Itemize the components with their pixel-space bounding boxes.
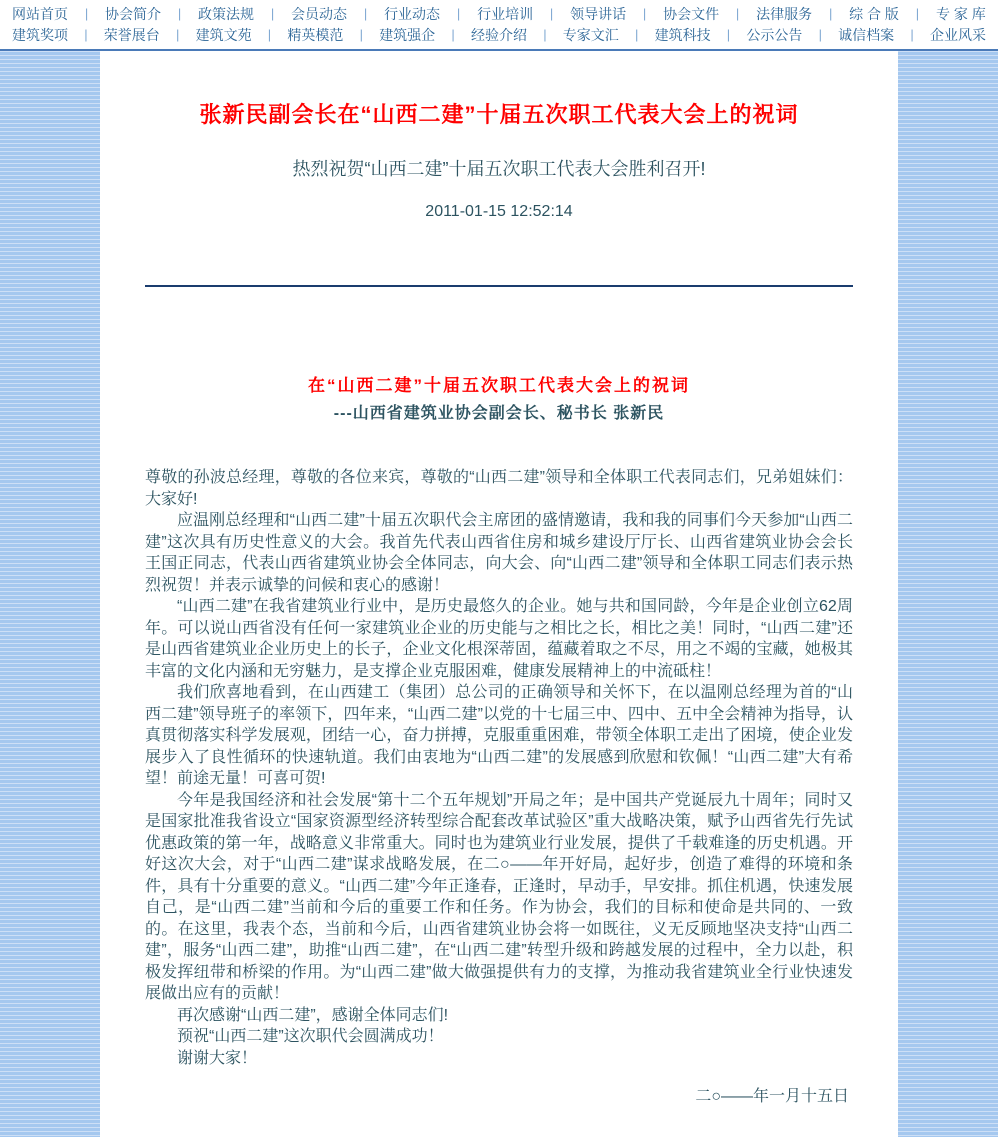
nav-link-row2-10[interactable]: 诚信档案	[838, 26, 895, 43]
nav-separator: |	[84, 27, 88, 42]
nav-link-row1-2[interactable]: 协会简介	[105, 5, 162, 22]
nav-separator: |	[177, 6, 182, 21]
nav-separator: |	[456, 6, 461, 21]
nav-link-row1-7[interactable]: 领导讲话	[570, 5, 627, 22]
nav-link-row2-4[interactable]: 精英模范	[287, 26, 344, 43]
nav-separator: |	[726, 27, 731, 42]
nav-row-1	[12, 3, 986, 24]
article-author-line: ---山西省建筑业协会副会长、秘书长 张新民	[333, 405, 665, 422]
article-paragraph: 应温刚总经理和“山西二建”十届五次职代会主席团的盛情邀请，我和我的同事们今天参加“山西二建”这次具有历史性意义的大会。我首先代表山西省住房和城乡建设厅厅长、山西省建筑业协会会长王国正同志，代表山西省建筑业协会全体同志，向大会、向“山西二建”领导和全体职工同志们表示热烈祝贺！并表示诚挚的问候和衷心的感谢！	[145, 512, 853, 594]
nav-separator: |	[267, 27, 272, 42]
nav-link-row2-2[interactable]: 荣誉展台	[103, 26, 160, 43]
main-area	[0, 51, 998, 1137]
divider-line	[145, 285, 853, 287]
nav-link-row2-11[interactable]: 企业风采	[929, 26, 986, 43]
nav-separator: |	[915, 6, 920, 21]
nav-link-row1-11[interactable]: 专 家 库	[935, 5, 986, 22]
nav-link-row1-5[interactable]: 行业动态	[384, 5, 441, 22]
nav-separator: |	[176, 27, 180, 42]
nav-link-row2-5[interactable]: 建筑强企	[379, 26, 436, 43]
right-stripe-decoration	[898, 51, 998, 1137]
nav-link-row2-9[interactable]: 公示公告	[746, 26, 803, 43]
article-paragraph: 我们欣喜地看到，在山西建工（集团）总公司的正确领导和关怀下，在以温刚总经理为首的“山西二建”领导班子的率领下，四年来，“山西二建”以党的十七届三中、四中、五中全会精神为指导，认真贯彻落实科学发展观，团结一心，奋力拼搏，克服重重困难，带领全体职工走出了困境，使企业发展步入了良性循环的快速轨道。我们由衷地为“山西二建”的发展感到欣慰和钦佩！“山西二建”大有希望！前途无量！可喜可贺!	[145, 684, 853, 787]
article-paragraph: 尊敬的孙波总经理，尊敬的各位来宾，尊敬的“山西二建”领导和全体职工代表同志们，兄弟姐妹们：大家好!	[145, 469, 853, 508]
nav-link-row2-7[interactable]: 专家文汇	[562, 26, 619, 43]
nav-link-row2-6[interactable]: 经验介绍	[470, 26, 527, 43]
article-title: 张新民副会长在“山西二建”十届五次职工代表大会上的祝词	[199, 102, 799, 127]
article-subheading: 在“山西二建”十届五次职工代表大会上的祝词	[308, 376, 690, 395]
nav-link-row1-10[interactable]: 综 合 版	[849, 5, 899, 22]
nav-separator: |	[84, 6, 89, 21]
article-datetime: 2011-01-15 12:52:14	[425, 203, 573, 220]
nav-link-row1-9[interactable]: 法律服务	[756, 5, 813, 22]
nav-link-row1-1[interactable]: 网站首页	[12, 5, 68, 22]
nav-separator: |	[634, 27, 639, 42]
article-paragraph: 预祝“山西二建”这次职代会圆满成功！	[177, 1028, 444, 1045]
article-subtitle: 热烈祝贺“山西二建”十届五次职工代表大会胜利召开!	[292, 159, 706, 179]
nav-separator: |	[359, 27, 363, 42]
nav-separator: |	[270, 6, 275, 21]
article-content	[100, 51, 898, 1137]
nav-separator: |	[735, 6, 740, 21]
article-paragraph: 今年是我国经济和社会发展“第十二个五年规划”开局之年；是中国共产党诞辰九十周年；同时又是国家批准我省设立“国家资源型经济转型综合配套改革试验区”重大战略决策，赋予山西省先行先试优惠政策的第一年，战略意义非常重大。同时也为建筑业行业发展，提供了千载难逢的历史机遇。开好这次大会，对于“山西二建”谋求战略发展，在二○——年开好局，起好步，创造了难得的环境和条件，具有十分重要的意义。“山西二建”今年正逢春，正逢时，早动手，早安排。抓住机遇，快速发展自己，是“山西二建”当前和今后的重要工作和任务。作为协会，我们的目标和使命是共同的、一致的。在这里，我表个态，当前和今后，山西省建筑业协会将一如既往，义无反顾地坚决支持“山西二建”，服务“山西二建”，助推“山西二建”，在“山西二建”转型升级和跨越发展的过程中，全力以赴，积极发挥纽带和桥梁的作用。为“山西二建”做大做强提供有力的支撑，为推动我省建筑业全行业快速发展做出应有的贡献！	[145, 791, 853, 1002]
nav-link-row2-8[interactable]: 建筑科技	[654, 26, 711, 43]
sign-date: 二○——年一月十五日	[695, 1088, 849, 1105]
nav-separator: |	[642, 6, 647, 21]
left-stripe-decoration	[0, 51, 100, 1137]
nav-link-row2-1[interactable]: 建筑奖项	[12, 26, 68, 43]
nav-separator: |	[818, 27, 822, 42]
article-body	[145, 467, 853, 1069]
top-nav	[0, 0, 998, 51]
nav-link-row1-6[interactable]: 行业培训	[477, 5, 534, 22]
nav-link-row1-8[interactable]: 协会文件	[663, 5, 720, 22]
nav-row-2	[12, 24, 986, 45]
nav-separator: |	[549, 6, 554, 21]
nav-separator: |	[363, 6, 368, 21]
nav-link-row1-3[interactable]: 政策法规	[198, 5, 255, 22]
nav-link-row2-3[interactable]: 建筑文苑	[195, 26, 252, 43]
nav-separator: |	[910, 27, 914, 42]
article-paragraph: 再次感谢“山西二建”，感谢全体同志们!	[177, 1006, 449, 1024]
nav-link-row1-4[interactable]: 会员动态	[291, 5, 348, 22]
article-paragraph: 谢谢大家！	[177, 1049, 258, 1067]
nav-separator: |	[451, 27, 455, 42]
nav-separator: |	[828, 6, 833, 21]
nav-separator: |	[543, 27, 547, 42]
article-paragraph: “山西二建”在我省建筑业行业中，是历史最悠久的企业。她与共和国同龄，今年是企业创立62周年。可以说山西省没有任何一家建筑业企业的历史能与之相比之长，相比之美！同时，“山西二建”还是山西省建筑业企业历史上的长子，企业文化根深蒂固，蕴藏着取之不尽，用之不竭的宝藏，她极其丰富的文化内涵和无穷魅力，是支撑企业克服困难，健康发展精神上的中流砥柱！	[145, 598, 853, 680]
